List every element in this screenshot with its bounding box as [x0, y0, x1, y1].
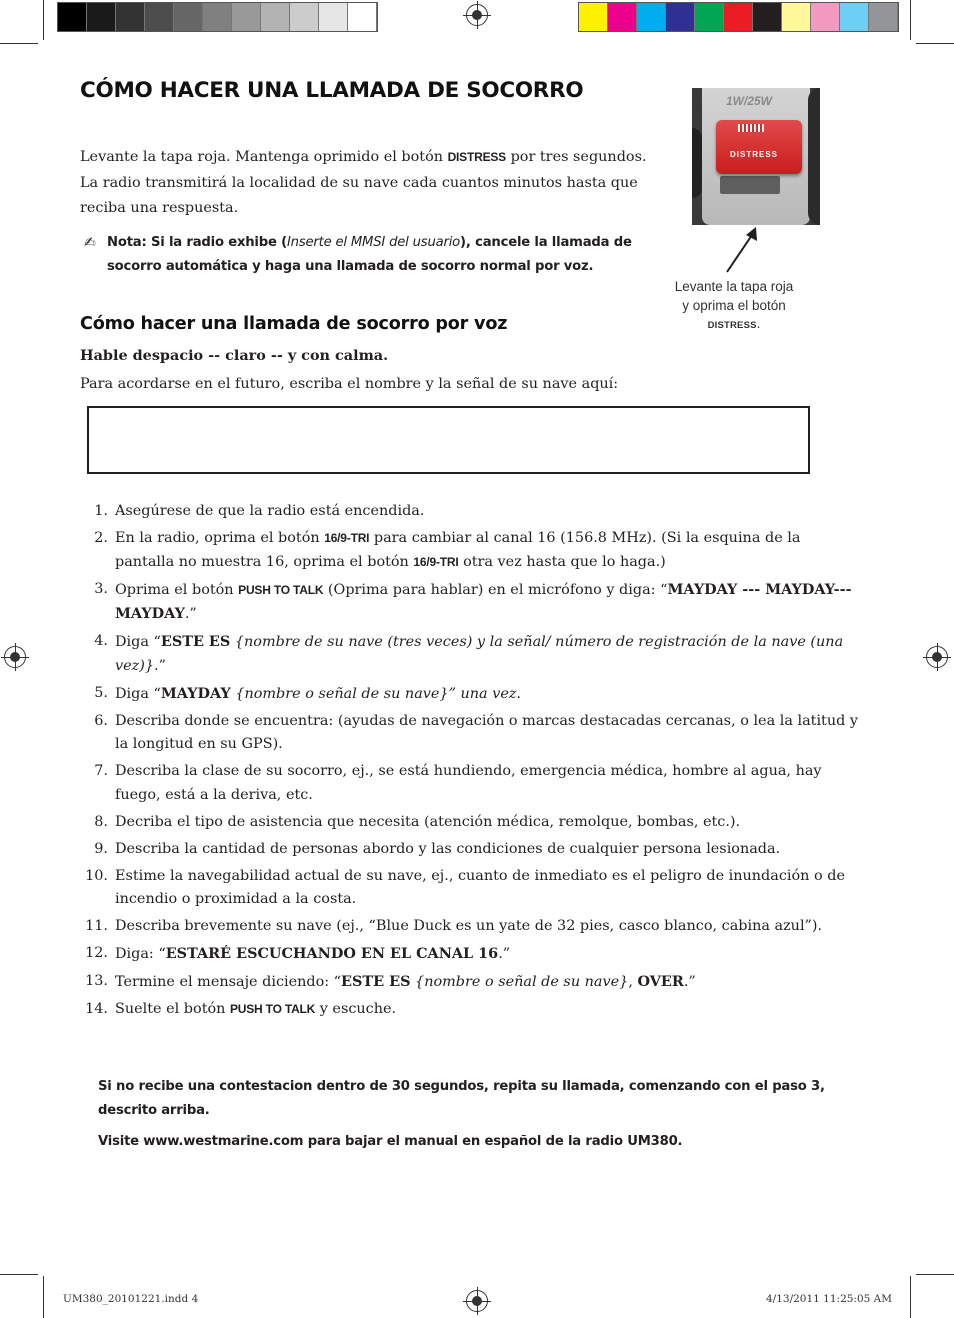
list-item: 11. Describa brevemente su nave (ej., “Blue Duck es un yate de 32 pies, casco blanco, cabina azul”). [85, 918, 823, 934]
record-instruction: Para acordarse en el futuro, escriba el nombre y la señal de su nave aquí: [80, 376, 619, 392]
crop-mark [43, 0, 44, 40]
color-swatch [753, 3, 782, 31]
print-timestamp: 4/13/2011 11:25:05 AM [766, 1293, 893, 1305]
ptt-button-label: PUSH TO TALK [229, 1002, 316, 1016]
color-swatch [232, 3, 261, 31]
crop-mark [910, 0, 911, 40]
crop-mark [0, 43, 38, 44]
caption-text: Levante la tapa roja y oprima el botón [674, 279, 794, 313]
color-swatch [869, 3, 898, 31]
list-item: 5. Diga “MAYDAY {nombre o señal de su nave}” una vez. [94, 684, 521, 702]
vessel-name-write-box [87, 406, 810, 474]
color-swatch [695, 3, 724, 31]
repeat-call-note: Si no recibe una contestacion dentro de 30 segundos, repita su llamada, comenzando con el paso 3, descrito arriba. [98, 1079, 825, 1118]
color-swatch [58, 3, 87, 31]
note-italic: Inserte el MMSI del usuario [286, 235, 461, 250]
color-swatch [87, 3, 116, 31]
color-swatch [811, 3, 840, 31]
color-swatch [608, 3, 637, 31]
registration-mark-icon [466, 4, 488, 26]
crop-mark [43, 1276, 44, 1318]
registration-mark-icon [926, 646, 948, 668]
cover-hinge [738, 124, 764, 132]
intro-text-before: Levante la tapa roja. Mantenga oprimido el botón [80, 149, 448, 165]
note-suffix: ), cancele la llamada de socorro automática y haga una llamada de socorro normal por voz. [107, 235, 632, 274]
list-item: 12. Diga: “ESTARÉ ESCUCHANDO EN EL CANAL 16.” [85, 945, 511, 962]
crop-mark [0, 1274, 38, 1275]
crop-mark [910, 1276, 911, 1318]
color-swatch [145, 3, 174, 31]
channel-button-label: 16/9-TRI [413, 554, 459, 569]
crop-mark [916, 43, 954, 44]
process-color-bar [578, 2, 899, 32]
color-swatch [319, 3, 348, 31]
list-item: 6. Describa donde se encuentra: (ayudas de navegación o marcas destacadas cercanas, o lea la latitud y la longitud en su GPS). [94, 712, 859, 752]
channel-button-label: 16/9-TRI [324, 531, 370, 545]
registration-mark-icon [466, 1290, 488, 1312]
power-label: 1W/25W [726, 94, 773, 108]
ptt-button-label: PUSH TO TALK [238, 582, 324, 597]
color-swatch [261, 3, 290, 31]
registration-mark-icon [4, 646, 26, 668]
list-item: 2. En la radio, oprima el botón 16/9-TRI para cambiar al canal 16 (156.8 MHz). (Si la esquina de la pantalla no muestra 16, oprima el botón 16/9-TRI otra vez hasta que lo haga.) [94, 530, 801, 570]
color-swatch [637, 3, 666, 31]
color-swatch [840, 3, 869, 31]
photo-caption [672, 278, 796, 336]
list-item: 3. Oprima el botón PUSH TO TALK (Oprima para hablar) en el micrófono y diga: “MAYDAY --- MAYDAY--- MAYDAY.” [94, 580, 852, 622]
list-item: 4. Diga “ESTE ES {nombre de su nave (tres veces) y la señal/ número de registración de la nave (una vez)}.” [94, 633, 844, 674]
section-heading: Cómo hacer una llamada de socorro por voz [80, 314, 508, 334]
crop-mark [916, 1274, 954, 1275]
color-swatch [290, 3, 319, 31]
radio-knob-left [692, 128, 702, 198]
grayscale-color-bar [57, 2, 378, 32]
list-item: 8. Decriba el tipo de asistencia que necesita (atención médica, remolque, bombas, etc.). [94, 813, 741, 830]
list-item: 9. Describa la cantidad de personas abordo y las condiciones de cualquier persona lesionada. [94, 840, 781, 857]
distress-button-label: DISTRESS [447, 150, 506, 164]
note-paragraph [84, 231, 644, 279]
cover-label: DISTRESS [730, 150, 779, 159]
pencil-icon: ✍ [84, 235, 96, 251]
arrow-icon [724, 226, 760, 276]
color-swatch [724, 3, 753, 31]
note-prefix: Nota: Si la radio exhibe ( [107, 235, 287, 250]
caption-end: . [756, 316, 761, 331]
list-item: 10. Estime la navegabilidad actual de su nave, ej., cuanto de inmediato es el peligro de inundación o de incendio o proximidad a la costa. [85, 867, 845, 907]
list-item: 14. Suelte el botón PUSH TO TALK y escuche. [85, 1001, 397, 1017]
intro-paragraph [80, 145, 660, 222]
list-item: 13. Termine el mensaje diciendo: “ESTE ES {nombre o señal de su nave}, OVER.” [85, 973, 696, 990]
list-item: 7. Describa la clase de su socorro, ej., se está hundiendo, emergencia médica, hombre al agua, hay fuego, está a la deriva, etc. [94, 763, 822, 803]
page-title: CÓMO HACER UNA LLAMADA DE SOCORRO [80, 78, 584, 103]
color-swatch [348, 3, 377, 31]
color-swatch [782, 3, 811, 31]
color-swatch [116, 3, 145, 31]
list-item: 1. Asegúrese de que la radio está encendida. [94, 503, 425, 519]
caption-button: DISTRESS [707, 320, 757, 331]
color-swatch [174, 3, 203, 31]
speak-instruction: Hable despacio -- claro -- y con calma. [80, 347, 389, 364]
manual-download-note: Visite www.westmarine.com para bajar el manual en español de la radio UM380. [98, 1134, 683, 1149]
color-swatch [203, 3, 232, 31]
radio-knob-right [808, 88, 820, 225]
file-slug: UM380_20101221.indd 4 [63, 1293, 199, 1305]
steps-list [80, 500, 864, 1025]
color-swatch [666, 3, 695, 31]
color-swatch [579, 3, 608, 31]
button-recess [720, 176, 780, 194]
distress-button-photo [692, 88, 820, 225]
intro-text-after: por tres segundos. La radio transmitirá la localidad de su nave cada cuantos minutos hasta que reciba una respuesta. [80, 149, 647, 216]
